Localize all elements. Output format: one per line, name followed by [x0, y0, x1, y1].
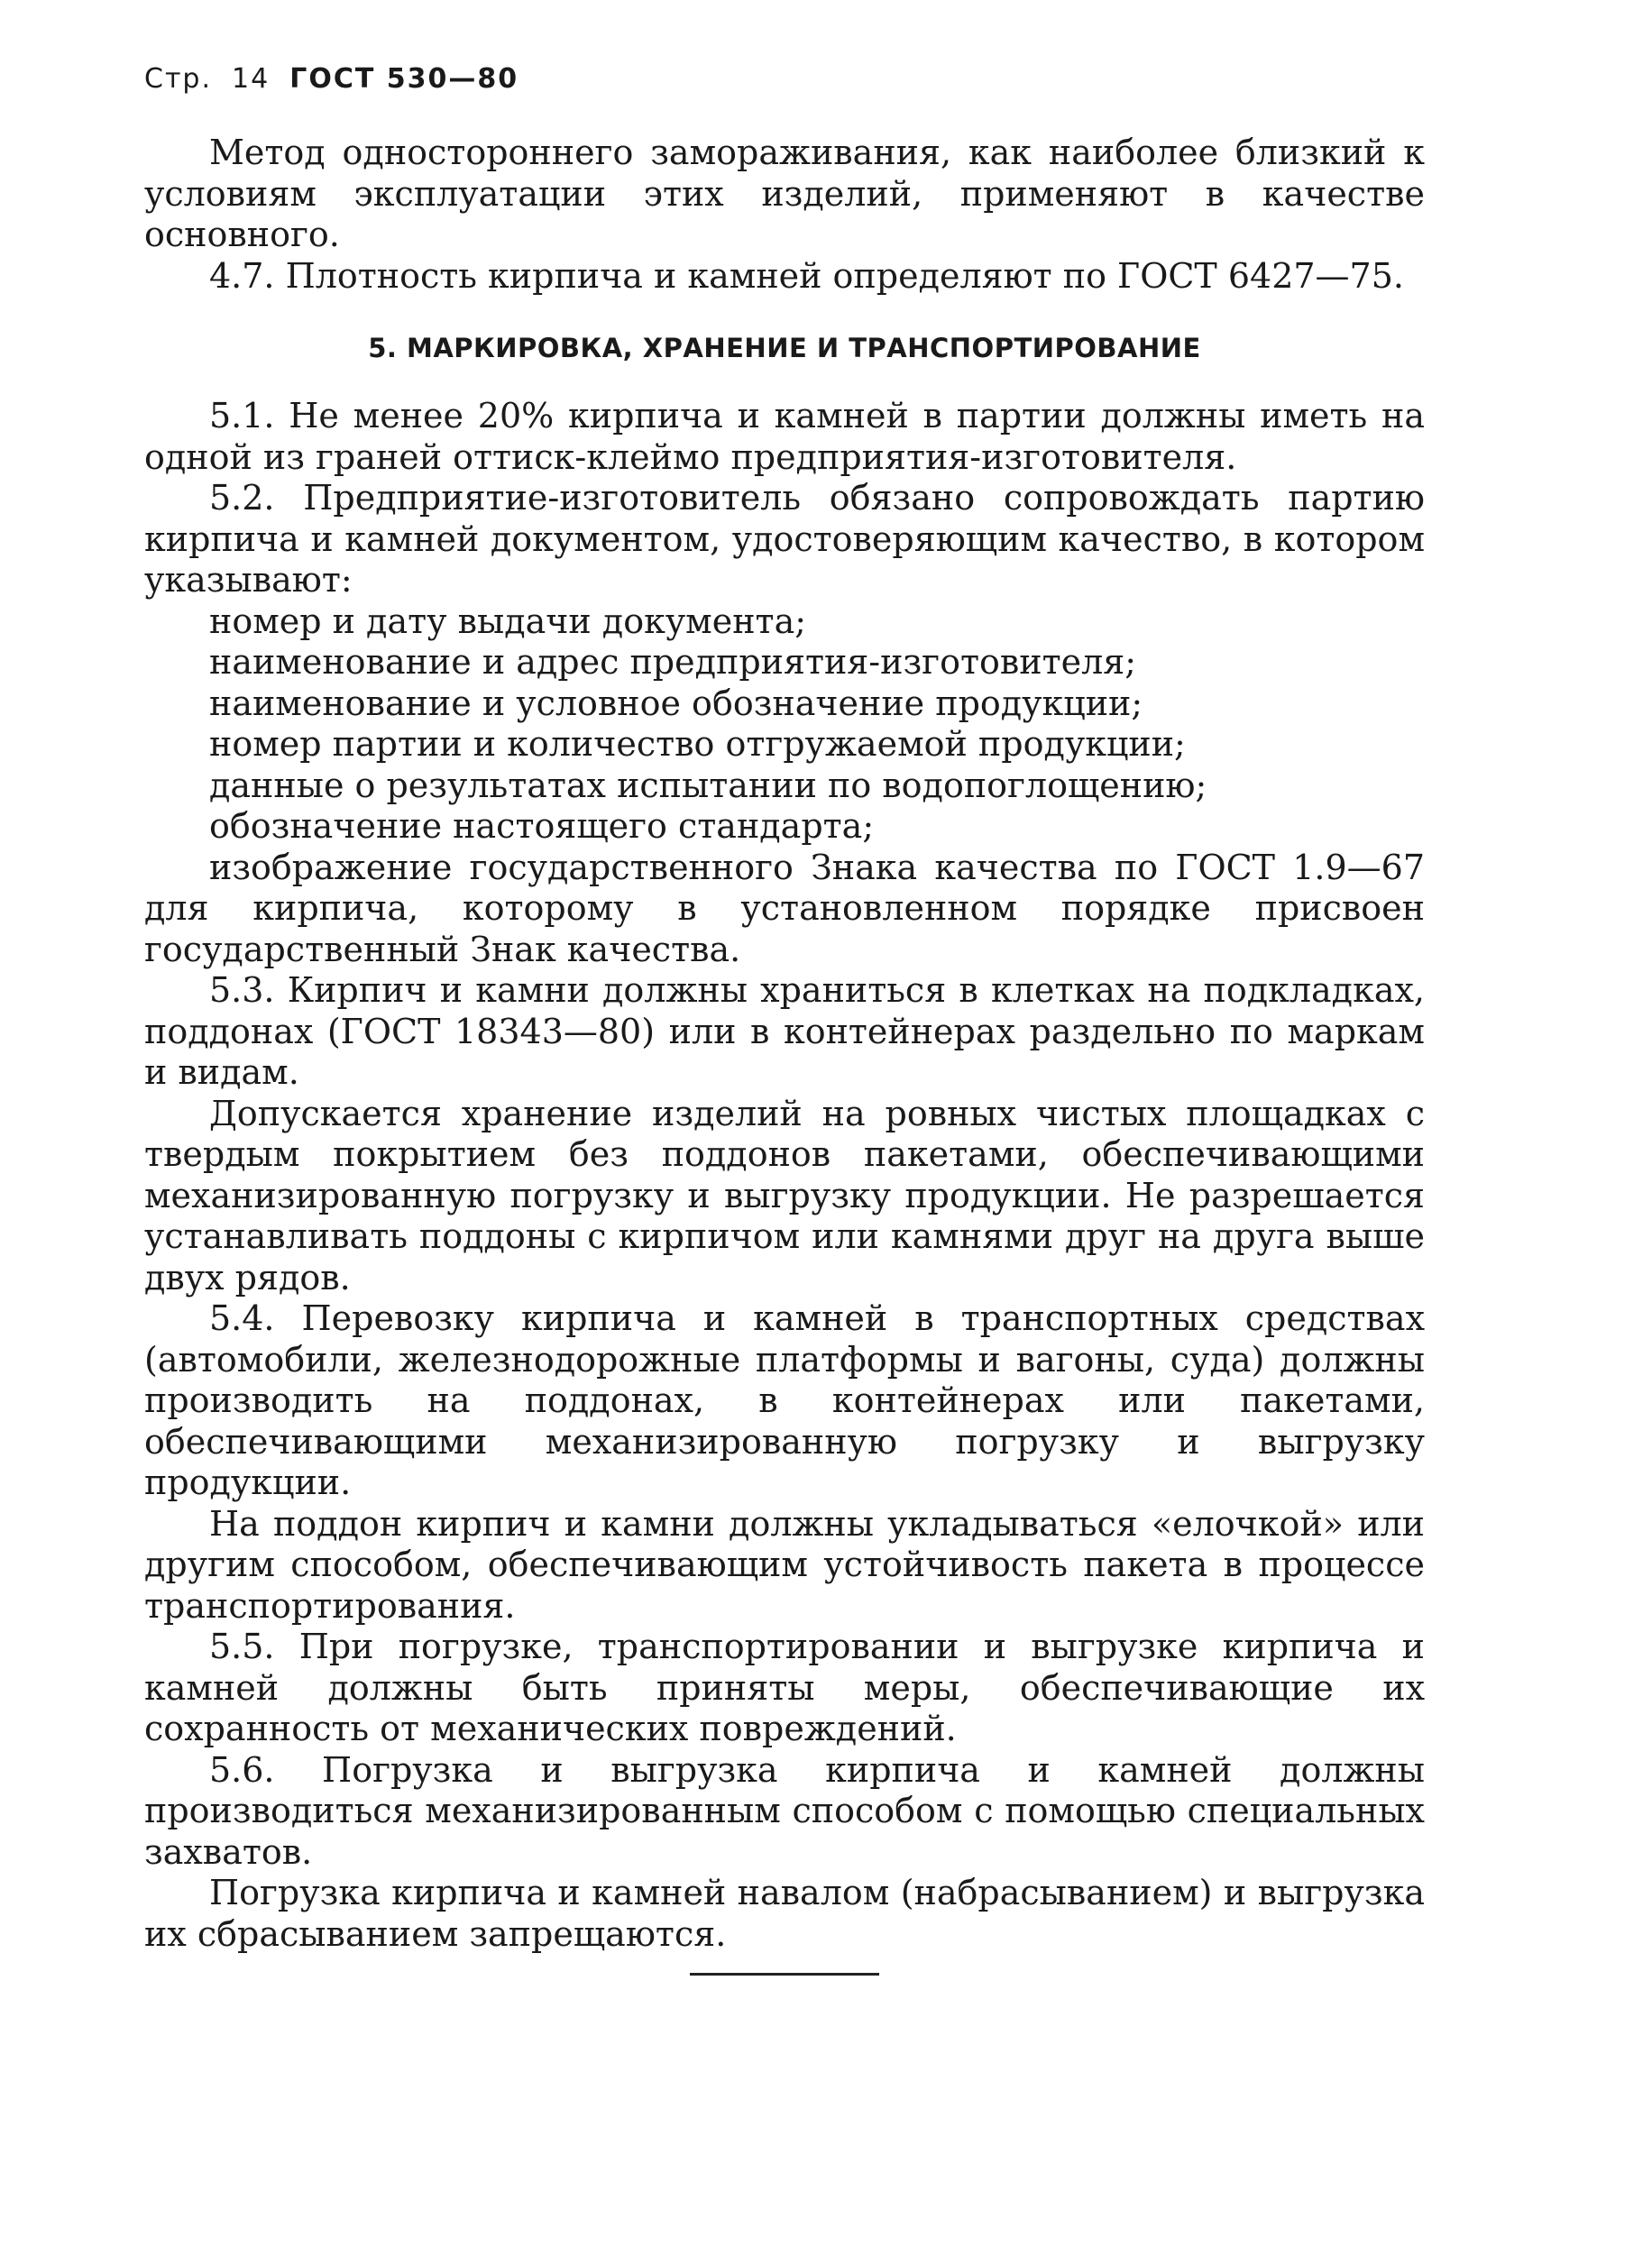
list-item: наименование и условное обозначение продукции;	[209, 683, 1143, 723]
list-item: номер партии и количество отгружаемой продукции;	[209, 724, 1186, 764]
paragraph-5-2: 5.2. Предприятие-изготовитель обязано сопровождать партию кирпича и камней документом, удостоверяющим качество, в котором указывают:	[144, 478, 1425, 600]
document-page	[144, 63, 1425, 1976]
section-title: 5. МАРКИРОВКА, ХРАНЕНИЕ И ТРАНСПОРТИРОВАНИЕ	[368, 333, 1201, 363]
paragraph-5-6: 5.6. Погрузка и выгрузка кирпича и камней должны производиться механизированным способом с помощью специальных захватов.	[144, 1749, 1425, 1872]
page-number: 14	[232, 63, 271, 95]
paragraph-5-5: 5.5. При погрузке, транспортировании и выгрузке кирпича и камней должны быть приняты меры, обеспечивающие их сохранность от механических повреждений.	[144, 1627, 1425, 1748]
list-item: наименование и адрес предприятия-изготовителя;	[209, 642, 1137, 682]
page-header	[144, 63, 1425, 95]
requirements-list	[144, 601, 1425, 848]
list-item: номер и дату выдачи документа;	[209, 601, 807, 641]
page-label: Стр.	[144, 63, 213, 95]
standard-designation: ГОСТ 530—80	[289, 63, 519, 95]
list-item-quality-mark: изображение государственного Знака качества по ГОСТ 1.9—67 для кирпича, которому в установленном порядке присвоен государственный Знак качества.	[144, 847, 1425, 969]
end-rule	[690, 1973, 879, 1976]
paragraph: На поддон кирпич и камни должны укладываться «елочкой» или другим способом, обеспечивающим устойчивость пакета в процессе транспортирования.	[144, 1503, 1425, 1626]
paragraph: Метод одностороннего замораживания, как наиболее близкий к условиям эксплуатации этих изделий, применяют в качестве основного.	[144, 133, 1425, 254]
paragraph-4-7: 4.7. Плотность кирпича и камней определяют по ГОСТ 6427—75.	[209, 255, 1404, 296]
paragraph-5-1: 5.1. Не менее 20% кирпича и камней в партии должны иметь на одной из граней оттиск-клеймо предприятия-изготовителя.	[144, 396, 1425, 477]
paragraph: Погрузка кирпича и камней навалом (набрасыванием) и выгрузка их сбрасыванием запрещаются.	[144, 1873, 1425, 1954]
list-item: обозначение настоящего стандарта;	[209, 806, 875, 846]
paragraph-5-4: 5.4. Перевозку кирпича и камней в транспортных средствах (автомобили, железнодорожные платформы и вагоны, суда) должны производить на поддонах, в контейнерах или пакетами, обеспечивающими механизированную погрузку и выгрузку продукции.	[144, 1298, 1425, 1502]
paragraph: Допускается хранение изделий на ровных чистых площадках с твердым покрытием без поддонов пакетами, обеспечивающими механизированную погрузку и выгрузку продукции. Не разрешается устанавливать поддоны с кирпичом или камнями друг на друга выше двух рядов.	[144, 1093, 1425, 1298]
paragraph-5-3: 5.3. Кирпич и камни должны храниться в клетках на подкладках, поддонах (ГОСТ 18343—80) или в контейнерах раздельно по маркам и видам.	[144, 970, 1425, 1092]
list-item: данные о результатах испытании по водопоглощению;	[209, 765, 1207, 805]
